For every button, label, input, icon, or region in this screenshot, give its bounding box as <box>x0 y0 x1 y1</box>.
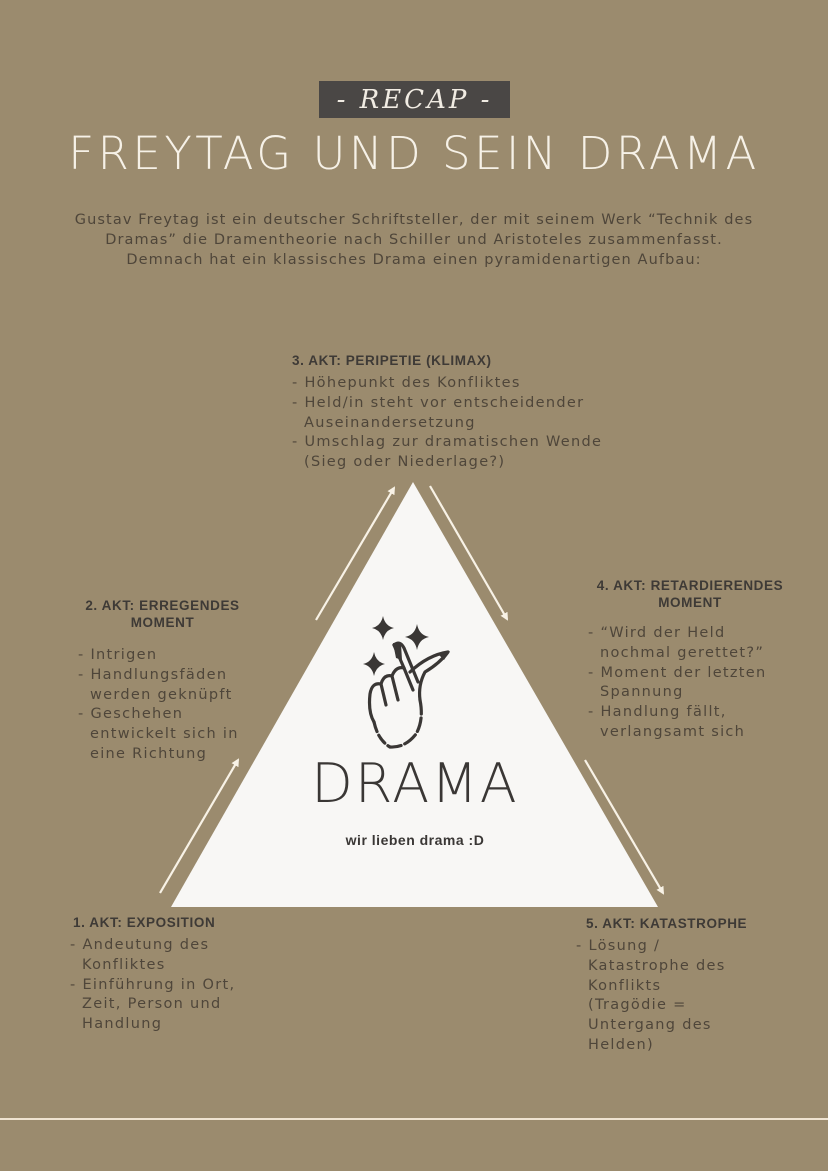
act-4-point: - “Wird der Held nochmal gerettet?” <box>588 624 773 664</box>
act-2-heading <box>70 597 255 631</box>
recap-badge: - RECAP - <box>319 81 510 118</box>
act-3-point: - Höhepunkt des Konfliktes <box>292 374 622 394</box>
act-4-heading <box>580 577 800 611</box>
act-5-point: - Lösung / Katastrophe des Konflikts (Tragödie = Untergang des Helden) <box>576 937 746 1056</box>
bottom-divider <box>0 1118 828 1120</box>
act-3-point: - Umschlag zur dramatischen Wende (Sieg oder Niederlage?) <box>292 433 622 473</box>
act-4-heading-line1: 4. AKT: RETARDIERENDES <box>596 578 784 593</box>
act-2-point: - Handlungsfäden werden geknüpft <box>78 666 258 706</box>
page-title: FREYTAG UND SEIN DRAMA <box>68 127 760 180</box>
act-1-point: - Einführung in Ort, Zeit, Person und Handlung <box>70 976 255 1035</box>
drama-tagline: wir lieben drama :D <box>345 832 485 848</box>
intro-paragraph: Gustav Freytag ist ein deutscher Schriftsteller, der mit seinem Werk “Technik des Dramas” die Dramentheorie nach Schiller und Aristoteles zusammenfasst. Demnach hat ein klassisches Drama einen pyramidenartigen Aufbau: <box>74 212 754 268</box>
act-3-points <box>292 374 622 473</box>
act-4-point: - Moment der letzten Spannung <box>588 664 773 704</box>
act-1-heading: 1. AKT: EXPOSITION <box>73 915 216 930</box>
act-4-points <box>588 624 773 743</box>
act-2-heading-line2: MOMENT <box>130 615 195 630</box>
act-3-point: - Held/in steht vor entscheidender Auseinandersetzung <box>292 394 622 434</box>
act-4-point: - Handlung fällt, verlangsamt sich <box>588 703 773 743</box>
act-2-points <box>78 646 258 765</box>
act-2-point: - Intrigen <box>78 646 258 666</box>
act-2-point: - Geschehen entwickelt sich in eine Richtung <box>78 705 258 764</box>
drama-logo-text: DRAMA <box>311 752 519 815</box>
act-1-point: - Andeutung des Konfliktes <box>70 936 255 976</box>
act-2-heading-line1: 2. AKT: ERREGENDES <box>85 598 240 613</box>
act-1-points <box>70 936 255 1035</box>
act-5-points <box>576 937 746 1056</box>
act-5-heading: 5. AKT: KATASTROPHE <box>586 916 748 931</box>
act-3-heading: 3. AKT: PERIPETIE (KLIMAX) <box>292 353 492 368</box>
act-4-heading-line2: MOMENT <box>658 595 722 610</box>
